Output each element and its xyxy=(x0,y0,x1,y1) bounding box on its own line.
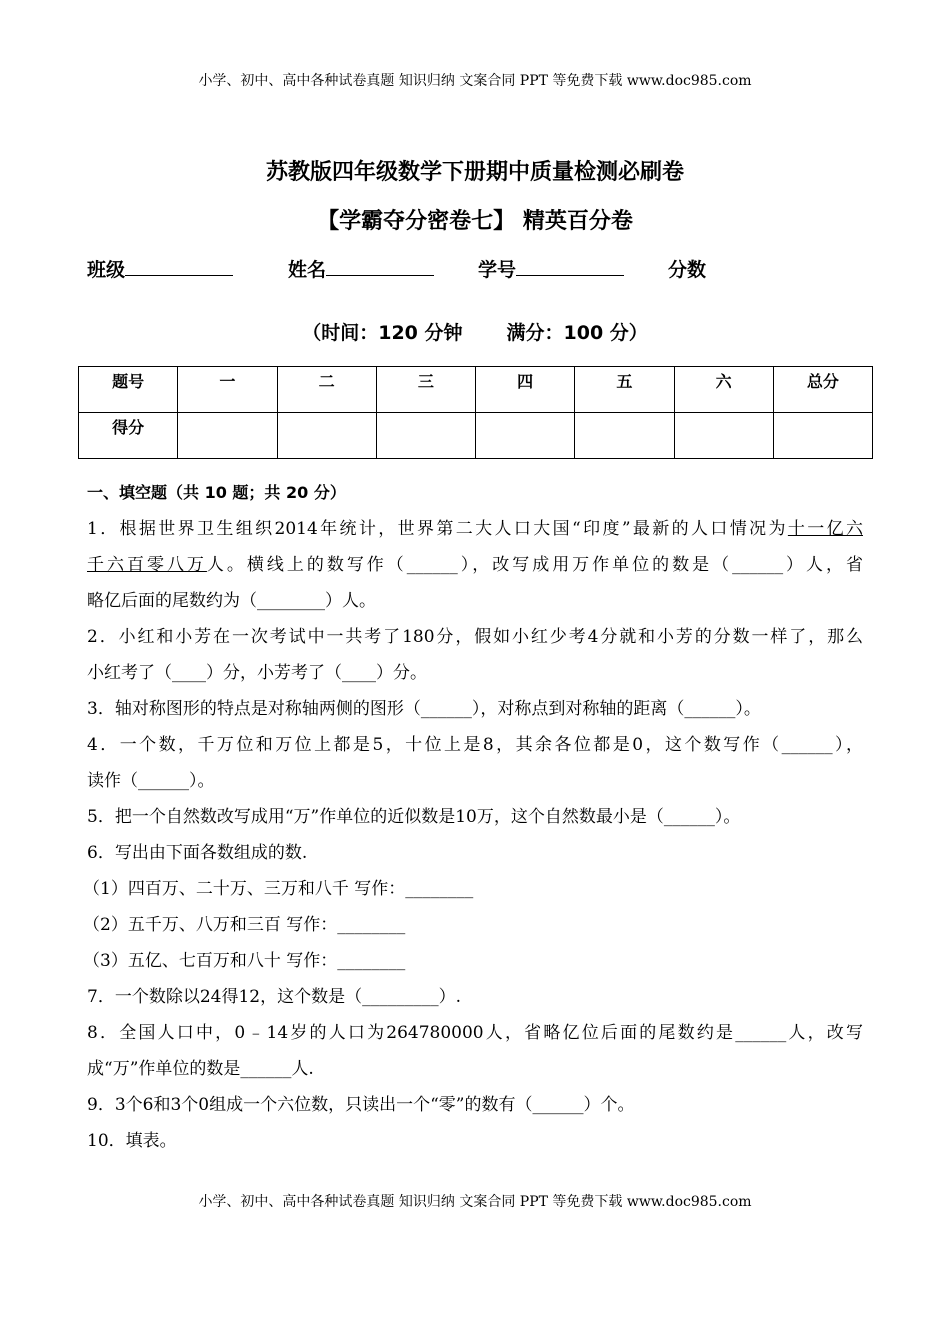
score-input-cell[interactable] xyxy=(376,413,475,459)
table-cell: 三 xyxy=(376,367,475,413)
question-9: 9．3个6和3个0组成一个六位数，只读出一个“零”的数有（______）个。 xyxy=(87,1095,635,1115)
question-8: 8．全国人口中，0﹣14岁的人口为264780000人，省略亿位后面的尾数约是______人，改写 xyxy=(87,1023,863,1043)
table-cell: 六 xyxy=(674,367,773,413)
table-cell: 一 xyxy=(178,367,277,413)
time-line xyxy=(0,318,950,345)
question-6-sub1: （1）四百万、二十万、三万和八千 写作：________ xyxy=(83,879,474,899)
question-6-sub3: （3）五亿、七百万和八十 写作：________ xyxy=(83,951,406,971)
q1-text: 1．根据世界卫生组织2014年统计，世界第二大人口大国“印度”最新的人口情况为 xyxy=(87,519,788,539)
score-field xyxy=(668,255,706,282)
q1-underlined: 十一亿六 xyxy=(787,519,863,539)
question-4: 4．一个数，千万位和万位上都是5，十位上是8，其余各位都是0，这个数写作（______）， xyxy=(87,735,863,755)
class-label: 班级 xyxy=(87,259,126,281)
table-row xyxy=(79,367,873,413)
question-1-cont xyxy=(87,547,863,583)
score-table xyxy=(78,366,873,459)
question-6-sub2: （2）五千万、八万和三百 写作：________ xyxy=(83,915,406,935)
table-cell: 二 xyxy=(277,367,376,413)
table-cell: 四 xyxy=(476,367,575,413)
score-label: 分数 xyxy=(668,259,707,281)
duration: （时间：120 分钟 xyxy=(302,322,463,344)
class-field xyxy=(87,255,233,282)
score-input-cell[interactable] xyxy=(674,413,773,459)
question-2-cont: 小红考了（____）分，小芳考了（____）分。 xyxy=(87,663,427,683)
table-cell: 题号 xyxy=(79,367,178,413)
questions xyxy=(83,475,864,1159)
score-input-cell[interactable] xyxy=(773,413,872,459)
name-blank xyxy=(326,257,434,276)
score-input-cell[interactable] xyxy=(575,413,674,459)
page-footer: 小学、初中、高中各种试卷真题 知识归纳 文案合同 PPT 等免费下载 www.doc985.com xyxy=(198,1194,752,1210)
question-6: 6．写出由下面各数组成的数. xyxy=(87,843,308,863)
question-5: 5．把一个自然数改写成用“万”作单位的近似数是10万，这个自然数最小是（______）。 xyxy=(87,807,741,827)
full-score: 满分：100 分） xyxy=(506,322,648,344)
question-8-cont: 成“万”作单位的数是______人. xyxy=(87,1059,314,1079)
page-header: 小学、初中、高中各种试卷真题 知识归纳 文案合同 PPT 等免费下载 www.doc985.com xyxy=(198,73,752,89)
id-label: 学号 xyxy=(478,259,517,281)
question-3: 3．轴对称图形的特点是对称轴两侧的图形（______），对称点到对称轴的距离（______）。 xyxy=(87,699,761,719)
id-field xyxy=(478,255,624,282)
question-10: 10．填表。 xyxy=(87,1131,177,1151)
question-2: 2．小红和小芳在一次考试中一共考了180分，假如小红少考4分就和小芳的分数一样了，那么 xyxy=(87,627,863,647)
name-field xyxy=(288,255,434,282)
class-blank xyxy=(125,257,233,276)
question-7: 7．一个数除以24得12，这个数是（_________）. xyxy=(87,987,461,1007)
score-input-cell[interactable] xyxy=(178,413,277,459)
question-1-cont: 略亿后面的尾数约为（________）人。 xyxy=(87,591,376,611)
question-1 xyxy=(87,511,863,547)
table-cell: 总分 xyxy=(773,367,872,413)
exam-subtitle: 【学霸夺分密卷七】 精英百分卷 xyxy=(317,209,633,234)
score-input-cell[interactable] xyxy=(476,413,575,459)
q1-underlined: 千六百零八万 xyxy=(87,555,207,575)
score-input-cell[interactable] xyxy=(277,413,376,459)
table-cell: 得分 xyxy=(79,413,178,459)
table-cell: 五 xyxy=(575,367,674,413)
exam-title: 苏教版四年级数学下册期中质量检测必刷卷 xyxy=(265,160,684,185)
section-heading: 一、填空题（共 10 题；共 20 分） xyxy=(87,483,346,502)
name-label: 姓名 xyxy=(288,259,327,281)
question-4-cont: 读作（______）。 xyxy=(87,771,215,791)
table-row xyxy=(79,413,873,459)
q1-text: 人。横线上的数写作（______），改写成用万作单位的数是（______）人，省 xyxy=(206,555,864,575)
id-blank xyxy=(516,257,624,276)
